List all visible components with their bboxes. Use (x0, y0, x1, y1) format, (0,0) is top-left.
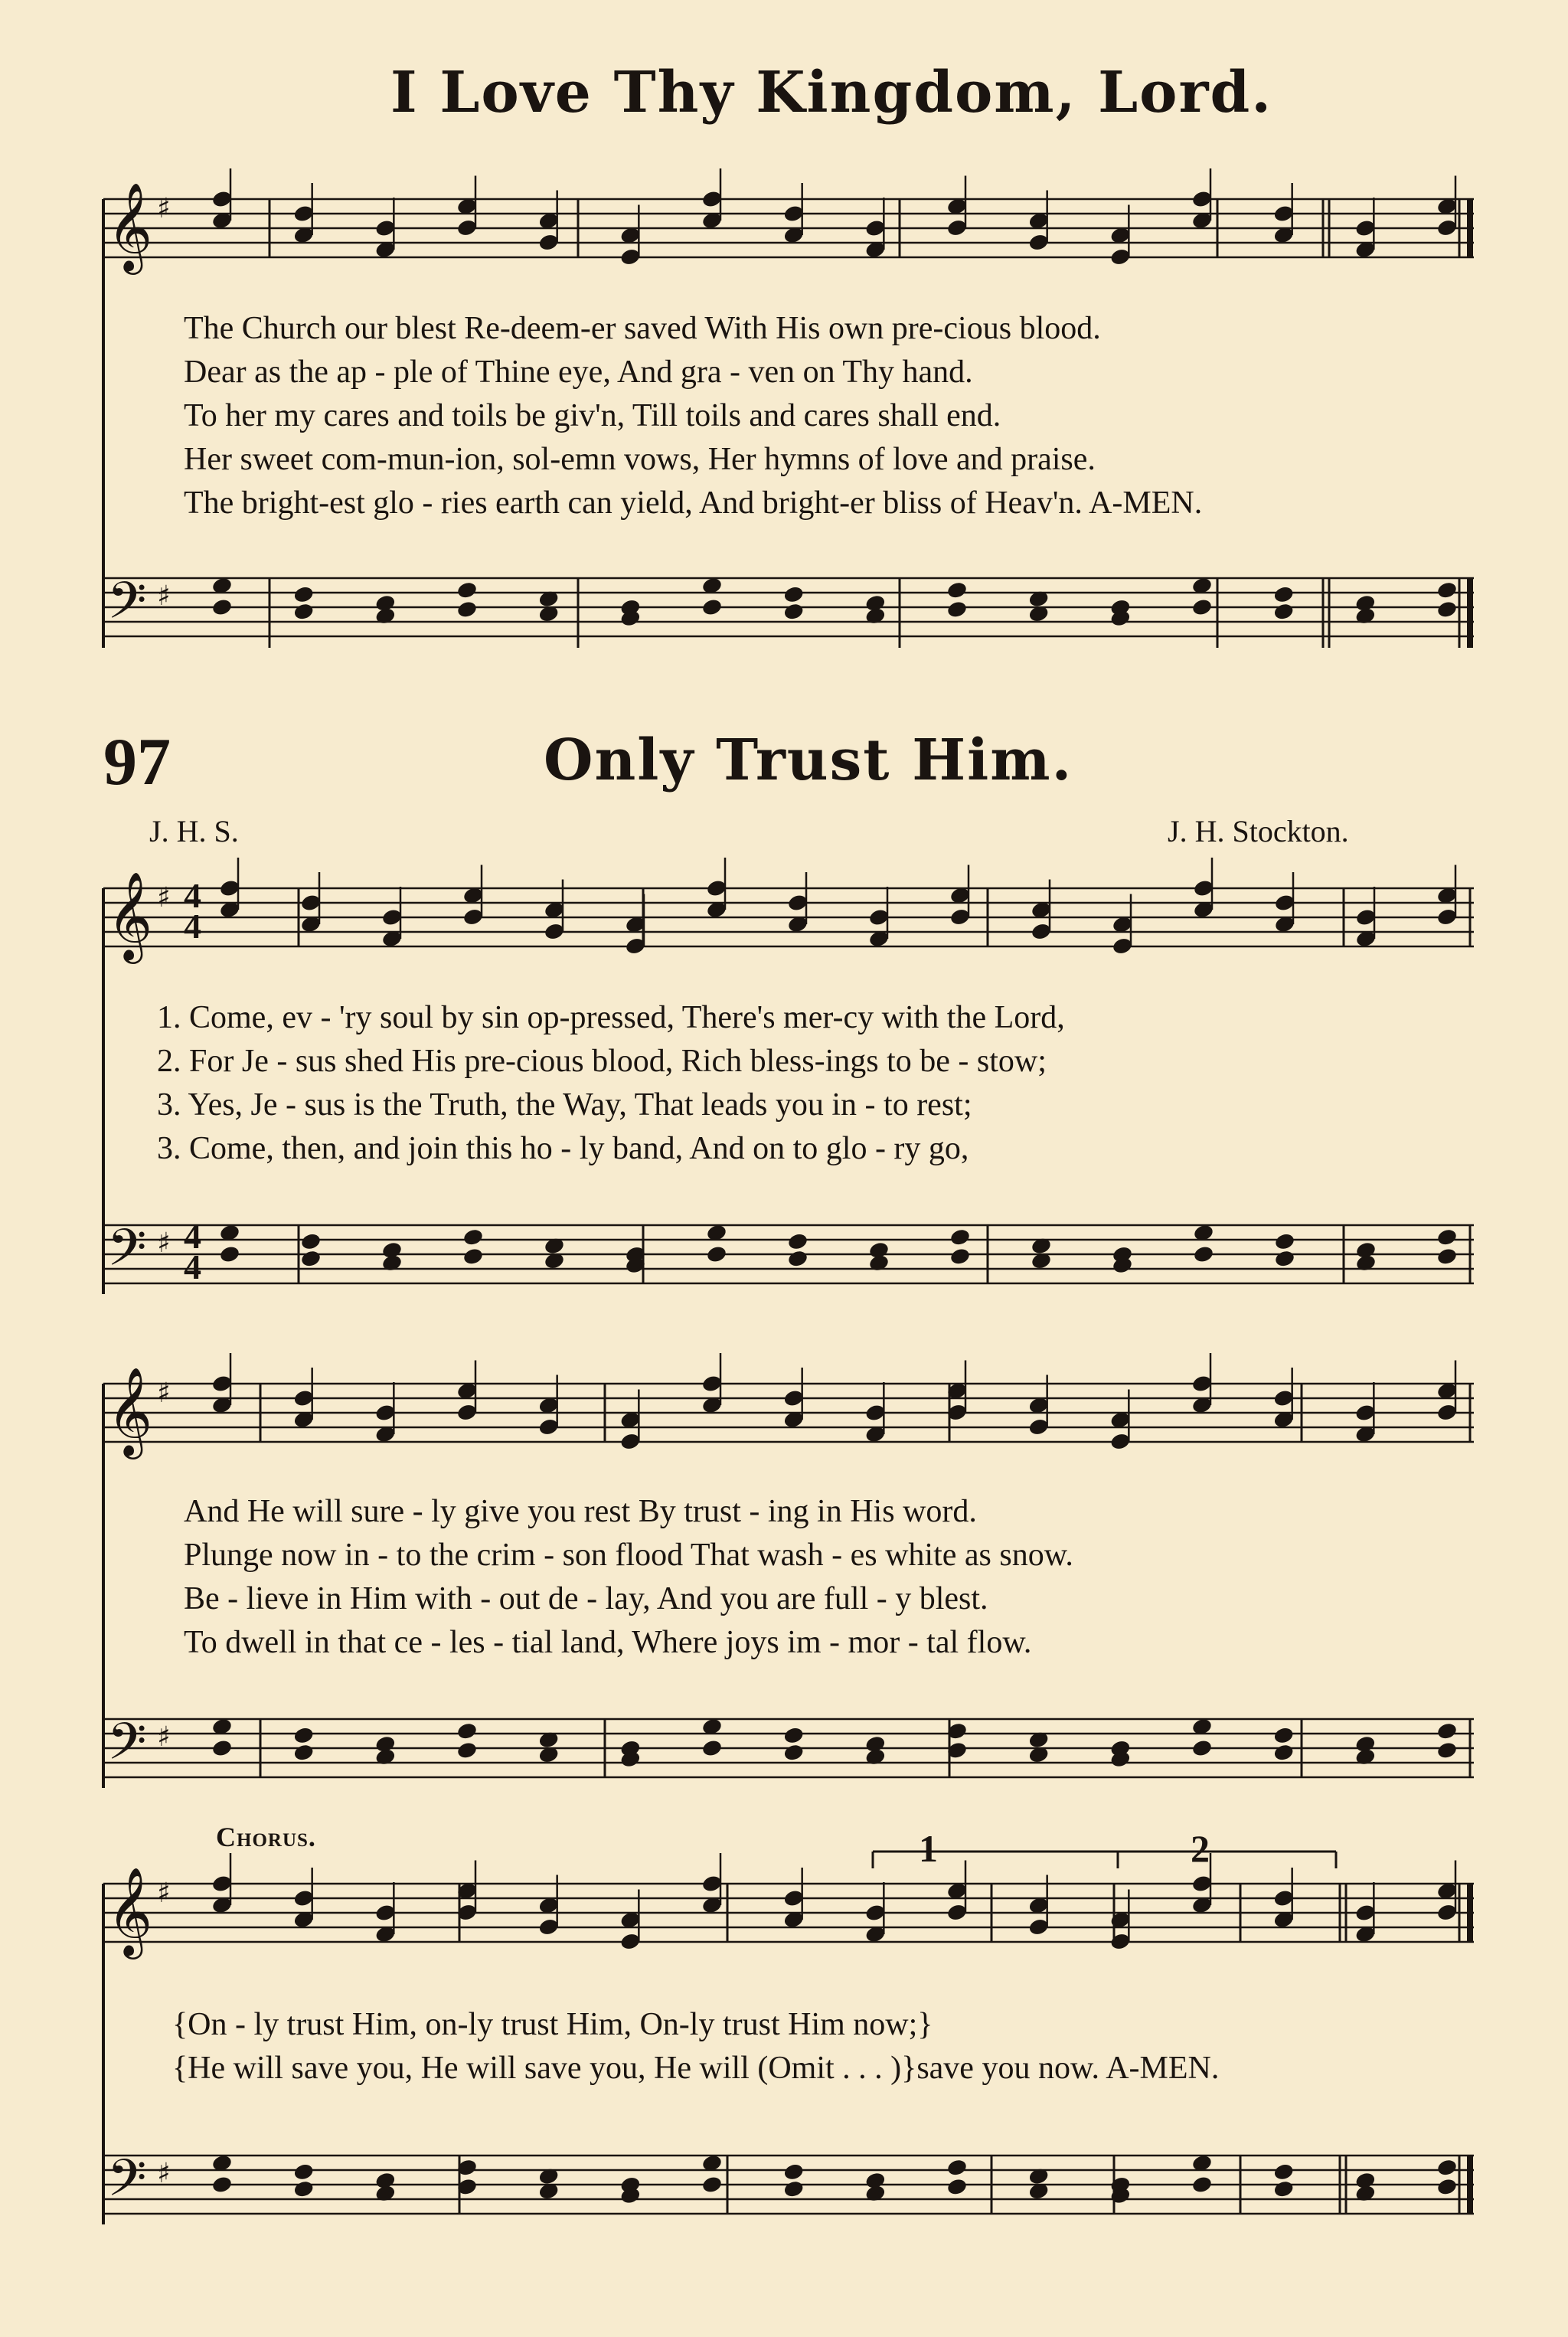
note-head (706, 1244, 728, 1263)
note-head (456, 1740, 479, 1760)
note-head (211, 1717, 234, 1736)
chorus-label: Chorus. (216, 1822, 316, 1852)
note-head (782, 1410, 805, 1429)
note-head (946, 1903, 969, 1922)
note-head (1109, 1750, 1132, 1769)
svg-text:𝄞: 𝄞 (107, 871, 153, 960)
note-head (300, 893, 322, 912)
note-head (374, 1747, 397, 1767)
note-head (619, 2186, 642, 2205)
note-head (864, 240, 887, 259)
note-head (949, 1227, 972, 1247)
note-head (300, 1232, 322, 1251)
note-head (1191, 189, 1214, 208)
note-head (1436, 2177, 1459, 2196)
note-head (544, 1251, 566, 1270)
note-head (946, 197, 969, 216)
note-head (537, 1731, 560, 1750)
note-head (864, 1924, 887, 1943)
note-head (1274, 893, 1296, 912)
lyric-line: And He will sure - ly give you rest By trust - ing in His word. (184, 1494, 977, 1529)
note-head (1191, 2175, 1214, 2194)
note-head (537, 590, 560, 609)
note-head (381, 907, 403, 927)
note-head (1109, 1410, 1132, 1430)
note-head (537, 2167, 560, 2186)
note-head (537, 1417, 560, 1437)
note-head (456, 580, 479, 600)
lyric-line: 3. Come, then, and join this ho - ly band, And on to glo - ry go, (157, 1131, 969, 1166)
note-head (706, 878, 728, 897)
note-head (701, 211, 724, 230)
note-head (219, 1244, 241, 1263)
note-head (1027, 1731, 1050, 1750)
note-head (1109, 247, 1132, 266)
note-head (1109, 1739, 1132, 1758)
note-head (782, 2179, 805, 2198)
note-head (1354, 1424, 1377, 1443)
note-head (1027, 211, 1050, 230)
note-head (949, 907, 972, 927)
note-head (1112, 1245, 1134, 1264)
note-head (619, 1750, 642, 1769)
note-head (868, 1253, 890, 1273)
note-head (619, 226, 642, 245)
note-head (219, 878, 241, 897)
note-head (1191, 576, 1214, 595)
note-head (537, 1396, 560, 1415)
note-head (211, 211, 234, 230)
lyric-line: 1. Come, ev - 'ry soul by sin op-pressed, There's mer-cy with the Lord, (157, 1000, 1065, 1035)
note-head (374, 1424, 397, 1443)
note-head (1031, 1251, 1053, 1270)
note-head (1109, 598, 1132, 617)
note-head (1191, 211, 1214, 230)
note-head (1354, 1403, 1377, 1422)
note-head (1109, 1910, 1132, 1930)
note-head (1436, 1721, 1459, 1740)
lyric-line: The Church our blest Re-deem-er saved With His own pre-cious blood. (184, 311, 1101, 346)
note-head (1272, 2179, 1295, 2198)
note-head (1272, 1888, 1295, 1907)
note-head (619, 2175, 642, 2195)
note-head (864, 2184, 887, 2203)
note-head (292, 1388, 315, 1407)
note-head (1272, 1743, 1295, 1762)
note-head (1436, 218, 1459, 237)
note-head (292, 1888, 315, 1907)
note-head (701, 1717, 724, 1736)
note-head (462, 886, 485, 905)
note-head (1355, 929, 1377, 948)
note-head (381, 1253, 403, 1273)
note-head (1191, 597, 1214, 616)
note-head (211, 597, 234, 616)
note-head (292, 1410, 315, 1429)
note-head (946, 600, 969, 619)
note-head (1436, 1740, 1459, 1760)
note-head (946, 2158, 969, 2177)
svg-text:𝄞: 𝄞 (107, 1366, 153, 1456)
lyric-line: To her my cares and toils be giv'n, Till toils and cares shall end. (184, 398, 1001, 433)
note-head (619, 1739, 642, 1758)
note-head (381, 929, 403, 948)
note-head (701, 189, 724, 208)
svg-text:♯: ♯ (157, 193, 171, 224)
note-head (1191, 1717, 1214, 1736)
lyric-line: Be - lieve in Him with - out de - lay, And you are full - y blest. (184, 1581, 988, 1616)
note-head (537, 604, 560, 623)
note-head (701, 2175, 724, 2194)
note-head (1109, 2175, 1132, 2195)
svg-text:♯: ♯ (157, 1721, 171, 1753)
note-head (1354, 218, 1377, 237)
note-head (1109, 1432, 1132, 1451)
note-head (1436, 600, 1459, 619)
note-head (374, 1403, 397, 1422)
note-head (374, 2184, 397, 2203)
note-head (537, 1917, 560, 1937)
volta-2: 2 (1191, 1827, 1210, 1870)
note-head (782, 1888, 805, 1907)
note-head (1031, 922, 1053, 941)
lyric-line: Dear as the ap - ple of Thine eye, And gra - ven on Thy hand. (184, 355, 973, 390)
note-head (701, 597, 724, 616)
note-head (946, 218, 969, 237)
note-head (211, 1738, 234, 1757)
note-head (1274, 1232, 1296, 1251)
lyric-line: {He will save you, He will save you, He will (Omit . . . )}save you now. A-MEN. (172, 2051, 1220, 2086)
note-head (864, 1747, 887, 1767)
note-head (1355, 907, 1377, 927)
note-head (782, 1743, 805, 1762)
note-head (292, 1743, 315, 1762)
note-head (456, 2158, 479, 2177)
note-head (462, 1247, 485, 1266)
note-head (701, 1895, 724, 1914)
note-head (1191, 1374, 1214, 1393)
note-head (619, 1932, 642, 1951)
note-head (1355, 1253, 1377, 1273)
note-head (211, 1395, 234, 1414)
note-head (374, 606, 397, 626)
note-head (701, 2153, 724, 2172)
svg-text:𝄞: 𝄞 (107, 181, 153, 271)
note-head (782, 1388, 805, 1407)
volta-1: 1 (919, 1827, 938, 1870)
lyric-line: Her sweet com-mun-ion, sol-emn vows, Her hymns of love and praise. (184, 442, 1096, 477)
svg-text:♯: ♯ (157, 882, 171, 914)
lyric-line: {On - ly trust Him, on-ly trust Him, On-ly trust Him now;} (172, 2007, 933, 2042)
note-head (1193, 1223, 1215, 1242)
hymn-number: 97 (103, 725, 171, 799)
note-head (544, 922, 566, 941)
note-head (868, 1240, 890, 1260)
note-head (544, 900, 566, 920)
words-credit: J. H. S. (149, 814, 239, 848)
note-head (1436, 197, 1459, 216)
note-head (1027, 604, 1050, 623)
note-head (619, 598, 642, 617)
note-head (864, 1734, 887, 1754)
hymn-title: I Love Thy Kingdom, Lord. (390, 60, 1273, 126)
note-head (1272, 2162, 1295, 2182)
note-head (625, 936, 647, 956)
lyric-line: The bright-est glo - ries earth can yield, And bright-er bliss of Heav'n. A-MEN. (184, 485, 1203, 521)
note-head (946, 1740, 969, 1760)
note-head (292, 1910, 315, 1929)
note-head (1191, 1738, 1214, 1757)
note-head (1191, 1874, 1214, 1893)
note-head (868, 907, 890, 927)
note-head (1031, 1237, 1053, 1256)
note-head (292, 2162, 315, 2182)
note-head (537, 1745, 560, 1764)
note-head (782, 204, 805, 223)
note-head (456, 1881, 479, 1901)
note-head (1354, 1903, 1377, 1922)
note-head (1436, 1381, 1459, 1401)
svg-text:♯: ♯ (157, 1378, 171, 1409)
note-head (706, 1223, 728, 1242)
note-head (211, 2175, 234, 2194)
note-head (1355, 1240, 1377, 1260)
note-head (1191, 1395, 1214, 1414)
note-head (211, 189, 234, 208)
note-head (462, 907, 485, 927)
note-head (537, 233, 560, 252)
note-head (706, 900, 728, 919)
note-head (782, 2162, 805, 2182)
note-head (864, 1903, 887, 1922)
note-head (946, 580, 969, 600)
lyric-line: To dwell in that ce - les - tial land, Where joys im - mor - tal flow. (184, 1625, 1032, 1660)
note-head (1272, 602, 1295, 621)
note-head (462, 1227, 485, 1247)
note-head (1436, 886, 1459, 905)
svg-text:♯: ♯ (157, 2158, 171, 2189)
note-head (1191, 1895, 1214, 1914)
note-head (1436, 2158, 1459, 2177)
note-head (1272, 1388, 1295, 1407)
note-head (292, 1726, 315, 1745)
note-head (864, 1424, 887, 1443)
note-head (211, 1874, 234, 1893)
note-head (1031, 900, 1053, 920)
note-head (864, 1403, 887, 1422)
note-head (701, 1395, 724, 1414)
note-head (946, 1403, 969, 1422)
note-head (1436, 907, 1459, 927)
note-head (537, 1896, 560, 1915)
note-head (1027, 1417, 1050, 1437)
note-head (374, 2171, 397, 2190)
lyric-line: 2. For Je - sus shed His pre-cious blood, Rich bless-ings to be - stow; (157, 1044, 1047, 1079)
note-head (374, 593, 397, 613)
note-head (787, 914, 809, 933)
note-head (1436, 1247, 1459, 1266)
note-head (1436, 580, 1459, 600)
note-head (292, 204, 315, 223)
note-head (1193, 1244, 1215, 1263)
note-head (1193, 900, 1215, 919)
note-head (946, 1381, 969, 1401)
note-head (782, 1910, 805, 1929)
note-head (946, 1721, 969, 1740)
note-head (456, 1903, 479, 1922)
note-head (864, 218, 887, 237)
note-head (211, 1374, 234, 1393)
note-head (219, 900, 241, 919)
note-head (537, 2182, 560, 2201)
note-head (787, 893, 809, 912)
note-head (1027, 233, 1050, 252)
note-head (537, 211, 560, 230)
note-head (1354, 1747, 1377, 1767)
note-head (782, 585, 805, 604)
note-head (1027, 590, 1050, 609)
note-head (1191, 2153, 1214, 2172)
note-head (374, 240, 397, 259)
note-head (625, 1245, 647, 1264)
note-head (211, 576, 234, 595)
note-head (456, 1381, 479, 1401)
note-head (292, 602, 315, 621)
svg-text:𝄢: 𝄢 (107, 1712, 147, 1783)
note-head (211, 2153, 234, 2172)
note-head (701, 576, 724, 595)
note-head (619, 1432, 642, 1451)
note-head (1354, 1924, 1377, 1943)
note-head (1193, 878, 1215, 897)
note-head (374, 1903, 397, 1922)
note-head (625, 915, 647, 934)
note-head (864, 593, 887, 613)
lyric-line: 3. Yes, Je - sus is the Truth, the Way, That leads you in - to rest; (157, 1087, 972, 1123)
note-head (456, 600, 479, 619)
svg-text:♯: ♯ (157, 580, 171, 612)
lyric-line: Plunge now in - to the crim - son flood That wash - es white as snow. (184, 1538, 1073, 1573)
note-head (300, 1249, 322, 1268)
note-head (374, 1734, 397, 1754)
note-head (1354, 240, 1377, 259)
note-head (1027, 2182, 1050, 2201)
note-head (787, 1232, 809, 1251)
note-head (1272, 225, 1295, 244)
note-head (787, 1249, 809, 1268)
note-head (1112, 936, 1134, 956)
note-head (456, 218, 479, 237)
note-head (374, 218, 397, 237)
note-head (1027, 1917, 1050, 1937)
note-head (701, 1874, 724, 1893)
svg-text:𝄢: 𝄢 (107, 1218, 147, 1289)
note-head (619, 247, 642, 266)
note-head (782, 1726, 805, 1745)
note-head (1109, 2186, 1132, 2205)
note-head (1112, 1256, 1134, 1275)
note-head (456, 1721, 479, 1740)
note-head (949, 886, 972, 905)
note-head (619, 1410, 642, 1430)
note-head (868, 929, 890, 948)
svg-text:♯: ♯ (157, 1878, 171, 1909)
note-head (1354, 1734, 1377, 1754)
note-head (782, 225, 805, 244)
note-head (619, 1910, 642, 1930)
time-signature-glyph: 4 4 (184, 1217, 201, 1286)
note-head (456, 197, 479, 216)
note-head (211, 1895, 234, 1914)
note-head (1354, 606, 1377, 626)
note-head (1436, 1881, 1459, 1901)
svg-text:♯: ♯ (157, 1227, 171, 1259)
svg-text:𝄞: 𝄞 (107, 1866, 153, 1956)
note-head (619, 609, 642, 628)
note-head (1436, 1227, 1459, 1247)
note-head (1109, 609, 1132, 628)
note-head (1027, 1896, 1050, 1915)
note-head (1274, 914, 1296, 933)
note-head (1027, 1745, 1050, 1764)
note-head (701, 1738, 724, 1757)
note-head (292, 2179, 315, 2198)
note-head (374, 1924, 397, 1943)
note-head (292, 585, 315, 604)
note-head (456, 2177, 479, 2196)
note-head (625, 1256, 647, 1275)
note-head (1436, 1403, 1459, 1422)
note-head (1354, 2184, 1377, 2203)
note-head (1272, 1726, 1295, 1745)
note-head (456, 1403, 479, 1422)
note-head (782, 602, 805, 621)
note-head (381, 1240, 403, 1260)
hymn-title: Only Trust Him. (544, 727, 1073, 793)
note-head (1027, 2167, 1050, 2186)
svg-text:𝄢: 𝄢 (107, 571, 147, 642)
note-head (1109, 226, 1132, 245)
note-head (544, 1237, 566, 1256)
note-head (946, 2177, 969, 2196)
note-head (946, 1881, 969, 1901)
note-head (1436, 1903, 1459, 1922)
note-head (1354, 2171, 1377, 2190)
note-head (864, 606, 887, 626)
svg-text:𝄢: 𝄢 (107, 2149, 147, 2220)
note-head (1272, 1910, 1295, 1929)
music-credit: J. H. Stockton. (1168, 814, 1349, 848)
note-head (219, 1223, 241, 1242)
note-head (292, 225, 315, 244)
note-head (1274, 1249, 1296, 1268)
note-head (701, 1374, 724, 1393)
note-head (1112, 915, 1134, 934)
note-head (1272, 204, 1295, 223)
note-head (864, 2171, 887, 2190)
note-head (949, 1247, 972, 1266)
note-head (1109, 1932, 1132, 1951)
note-head (1354, 593, 1377, 613)
note-head (1272, 585, 1295, 604)
time-signature-glyph: 4 4 (184, 876, 201, 946)
note-head (1027, 1396, 1050, 1415)
note-head (1272, 1410, 1295, 1429)
note-head (300, 914, 322, 933)
